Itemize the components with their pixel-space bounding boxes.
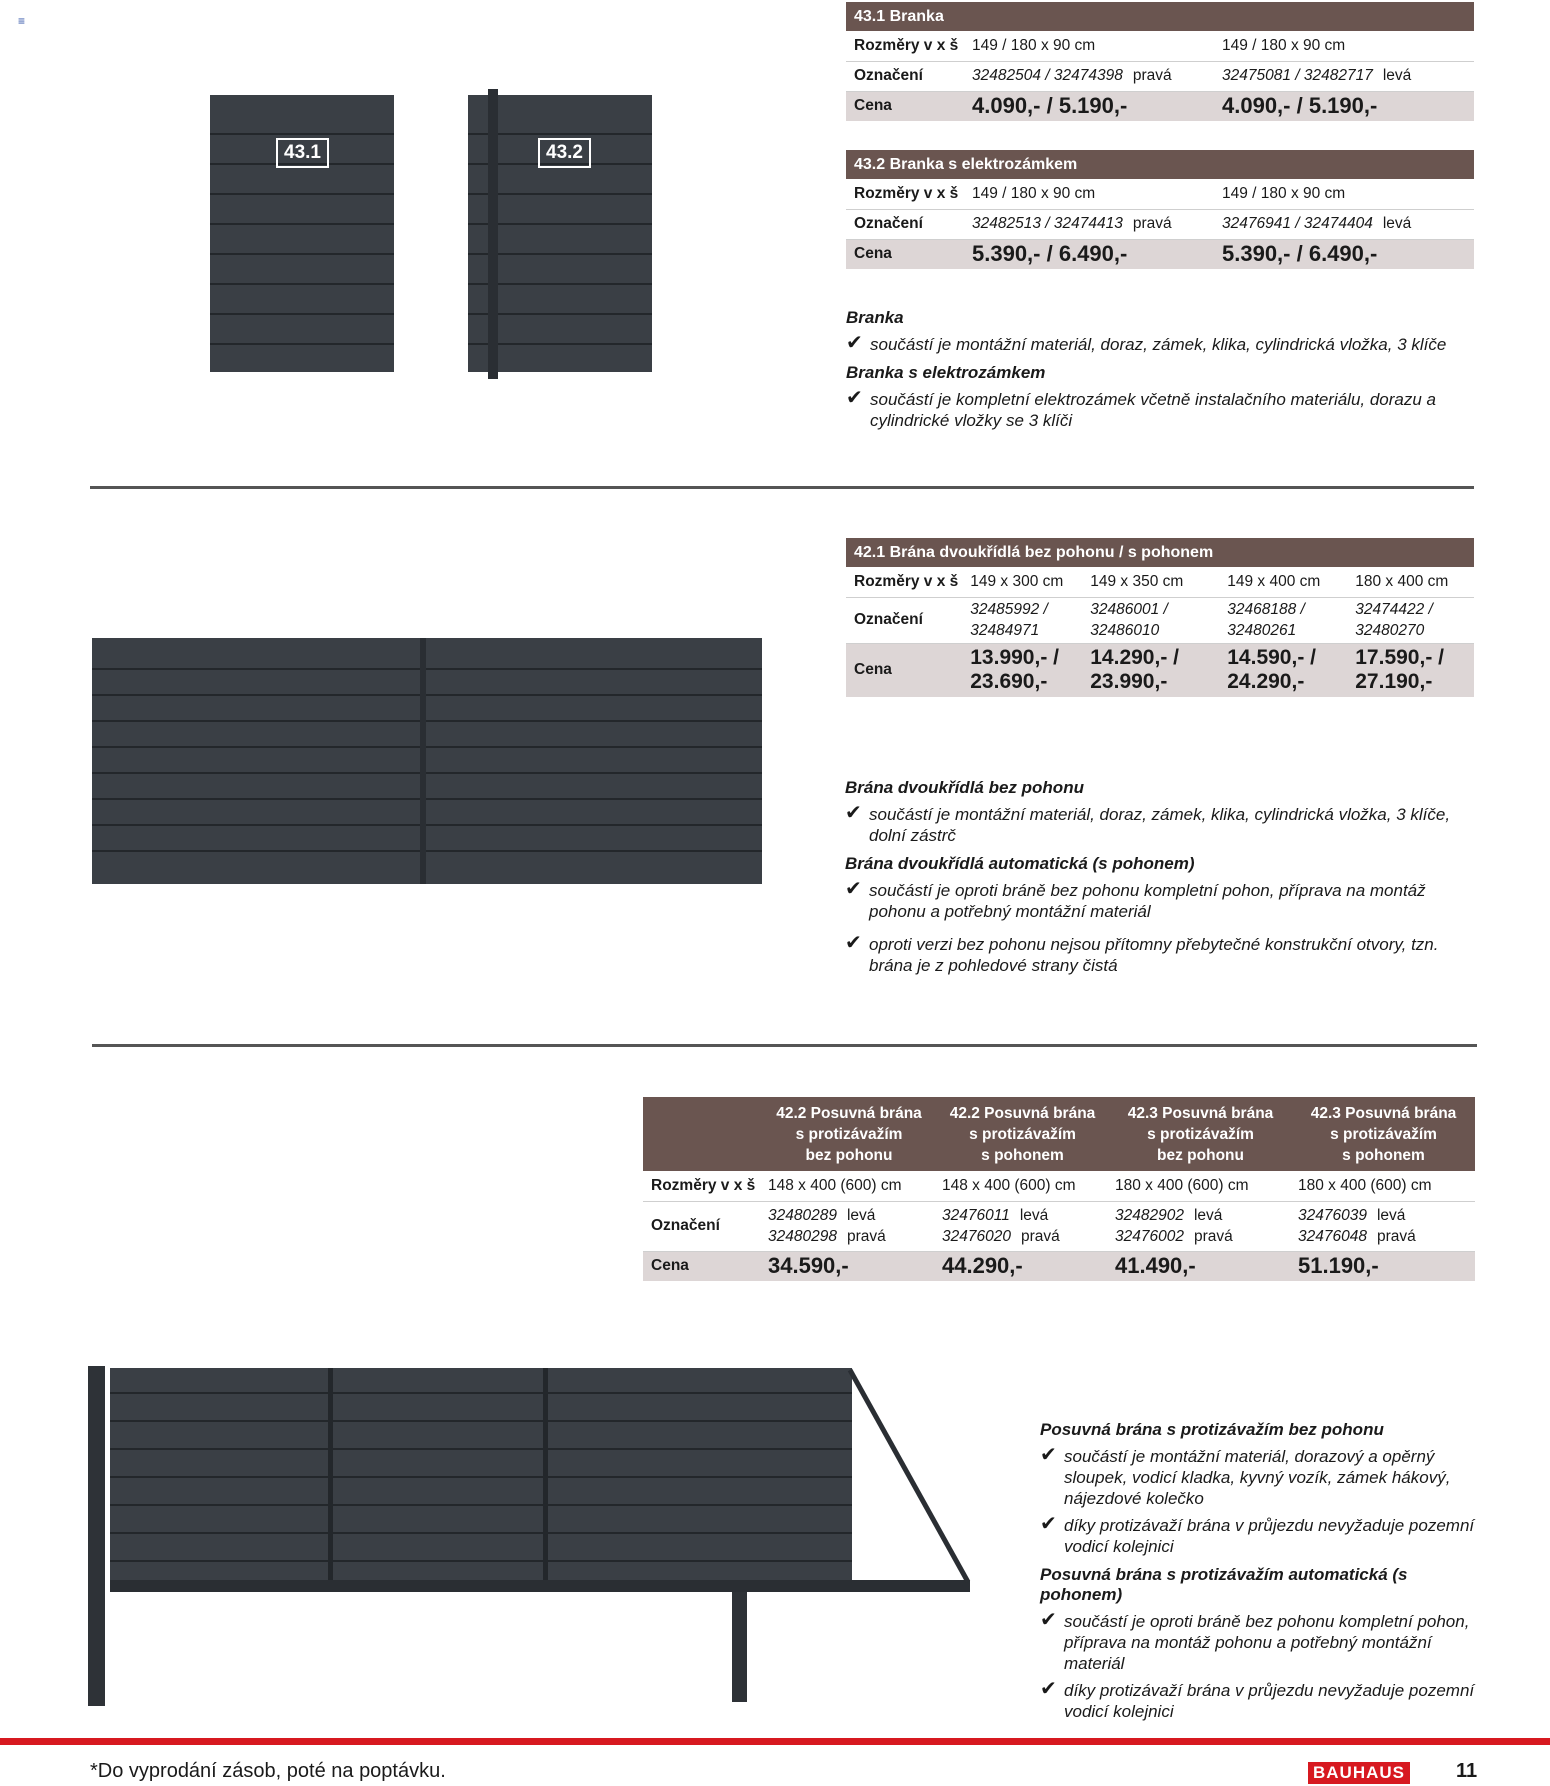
column-head: s protizávažím [969, 1125, 1076, 1143]
price-value: 44.290,- [936, 1251, 1109, 1281]
dim-label: Rozměry v x š [846, 31, 966, 61]
price-value: 13.990,- / [970, 646, 1059, 670]
branka-description [846, 300, 1466, 437]
check-icon: ✔ [1040, 1678, 1057, 1700]
price-value: 5.390,- / 6.490,- [1216, 239, 1474, 269]
column-head: 42.2 Posuvná brána [949, 1104, 1096, 1122]
price-value: 51.190,- [1292, 1251, 1475, 1281]
price-label: Cena [846, 643, 964, 697]
code-label: Označení [846, 209, 966, 239]
price-value: 27.190,- [1355, 670, 1433, 694]
side-value: levá [1376, 1207, 1406, 1224]
bauhaus-logo: BAUHAUS [1308, 1762, 1410, 1784]
dim-value: 148 x 400 (600) cm [762, 1171, 936, 1201]
price-value: 14.590,- / [1227, 646, 1316, 670]
column-head: s pohonem [981, 1146, 1064, 1164]
check-icon: ✔ [1040, 1513, 1057, 1535]
page-number: 11 [1456, 1760, 1478, 1782]
branka-elektro-heading: Branka s elektrozámkem [846, 363, 1046, 382]
table-43-1 [846, 2, 1474, 121]
posuvna-item: součástí je montážní materiál, dorazový a opěrný sloupek, vodicí kladka, kyvný vozík, zámek hákový, nájezdové kolečko [1064, 1447, 1451, 1508]
code-label: Označení [643, 1201, 762, 1251]
price-label: Cena [846, 91, 966, 121]
table-43-2-title: 43.2 Branka s elektrozámkem [846, 150, 1474, 179]
side-value: pravá [1193, 1228, 1233, 1245]
column-head: s pohonem [1342, 1146, 1425, 1164]
side-value: levá [1382, 215, 1412, 232]
price-value: 4.090,- / 5.190,- [1216, 91, 1474, 121]
column-head: 42.3 Posuvná brána [1310, 1104, 1457, 1122]
side-value: pravá [1020, 1228, 1060, 1245]
price-value: 41.490,- [1109, 1251, 1292, 1281]
posuvna-heading: Posuvná brána s protizávažím bez pohonu [1040, 1420, 1384, 1439]
code-value: 32485992 / [970, 601, 1048, 618]
code-value: 32476941 / 32474404 [1222, 215, 1373, 232]
code-value: 32476020 [942, 1228, 1011, 1245]
table-43-1-title: 43.1 Branka [846, 2, 1474, 31]
gate-43-2-image [468, 95, 652, 372]
table-42-1 [846, 538, 1474, 697]
code-value: 32486001 / [1090, 601, 1168, 618]
dim-value: 148 x 400 (600) cm [936, 1171, 1109, 1201]
side-value: levá [846, 1207, 876, 1224]
brana-auto-item: součástí je oproti bráně bez pohonu kompletní pohon, příprava na montáž pohonu a potřebný montážní materiál [869, 881, 1426, 921]
price-value: 17.590,- / [1355, 646, 1444, 670]
badge-43-1: 43.1 [276, 138, 329, 168]
code-value: 32480270 [1355, 622, 1425, 639]
check-icon: ✔ [845, 878, 862, 900]
price-value: 23.690,- [970, 670, 1048, 694]
dim-label: Rozměry v x š [643, 1171, 762, 1201]
code-value: 32484971 [970, 622, 1040, 639]
price-value: 34.590,- [762, 1251, 936, 1281]
sliding-gate-image [88, 1362, 973, 1712]
code-value: 32474422 / [1355, 601, 1433, 618]
gate-43-1-image [210, 95, 394, 372]
table-42-2-3 [643, 1097, 1475, 1281]
side-value: pravá [846, 1228, 886, 1245]
dim-value: 149 / 180 x 90 cm [966, 31, 1216, 61]
brana-auto-item: oproti verzi bez pohonu nejsou přítomny přebytečné konstrukční otvory, tzn. brána je z pohledové strany čistá [869, 935, 1439, 975]
side-value: pravá [1376, 1228, 1416, 1245]
posuvna-auto-item: součástí je oproti bráně bez pohonu kompletní pohon, příprava na montáž pohonu a potřebný montážní materiál [1064, 1612, 1470, 1673]
code-value: 32482513 / 32474413 [972, 215, 1123, 232]
code-value: 32480289 [768, 1207, 837, 1224]
side-value: pravá [1132, 215, 1172, 232]
price-label: Cena [643, 1251, 762, 1281]
column-head: bez pohonu [1157, 1146, 1244, 1164]
footer-bar [0, 1738, 1550, 1745]
column-head: s protizávažím [1330, 1125, 1437, 1143]
code-value: 32480261 [1227, 622, 1297, 639]
code-value: 32468188 / [1227, 601, 1305, 618]
price-value: 5.390,- / 6.490,- [966, 239, 1216, 269]
side-value: levá [1382, 67, 1412, 84]
code-label: Označení [846, 61, 966, 91]
dim-value: 180 x 400 (600) cm [1109, 1171, 1292, 1201]
table-42-1-title: 42.1 Brána dvoukřídlá bez pohonu / s pohonem [846, 538, 1474, 567]
table-43-2 [846, 150, 1474, 269]
code-value: 32482902 [1115, 1207, 1184, 1224]
corner-mark: ≡ [18, 14, 26, 28]
double-gate-image [92, 638, 762, 884]
code-value: 32476048 [1298, 1228, 1367, 1245]
price-value: 14.290,- / [1090, 646, 1179, 670]
dim-value: 149 / 180 x 90 cm [966, 179, 1216, 209]
brana-item: součástí je montážní materiál, doraz, zámek, klika, cylindrická vložka, 3 klíče, dolní zástrč [869, 805, 1451, 845]
dim-label: Rozměry v x š [846, 567, 964, 597]
code-value: 32486010 [1090, 622, 1160, 639]
badge-43-2: 43.2 [538, 138, 591, 168]
posuvna-description [1040, 1412, 1480, 1728]
side-value: levá [1019, 1207, 1049, 1224]
column-head: 42.3 Posuvná brána [1127, 1104, 1274, 1122]
price-value: 23.990,- [1090, 670, 1168, 694]
divider [90, 486, 1474, 489]
code-value: 32480298 [768, 1228, 837, 1245]
code-value: 32482504 / 32474398 [972, 67, 1123, 84]
check-icon: ✔ [1040, 1609, 1057, 1631]
check-icon: ✔ [845, 932, 862, 954]
dim-value: 149 / 180 x 90 cm [1216, 179, 1474, 209]
divider [92, 1044, 1477, 1047]
price-value: 4.090,- / 5.190,- [966, 91, 1216, 121]
dim-value: 180 x 400 (600) cm [1292, 1171, 1475, 1201]
code-label: Označení [846, 597, 964, 643]
column-head: s protizávažím [1147, 1125, 1254, 1143]
brana-heading: Brána dvoukřídlá bez pohonu [845, 778, 1084, 797]
branka-elektro-item: součástí je kompletní elektrozámek včetně instalačního materiálu, dorazu a cylindrické vložky se 3 klíči [870, 390, 1437, 430]
dim-label: Rozměry v x š [846, 179, 966, 209]
price-label: Cena [846, 239, 966, 269]
branka-item: součástí je montážní materiál, doraz, zámek, klika, cylindrická vložka, 3 klíče [870, 335, 1447, 354]
footer-note: *Do vyprodání zásob, poté na poptávku. [90, 1760, 446, 1782]
check-icon: ✔ [846, 387, 863, 409]
branka-heading: Branka [846, 308, 904, 327]
dim-value: 149 x 300 cm [964, 567, 1084, 597]
code-value: 32476011 [942, 1207, 1010, 1224]
code-value: 32476002 [1115, 1228, 1184, 1245]
check-icon: ✔ [846, 332, 863, 354]
dim-value: 149 x 400 cm [1221, 567, 1349, 597]
code-value: 32475081 / 32482717 [1222, 67, 1373, 84]
posuvna-item: díky protizávaží brána v průjezdu nevyžaduje pozemní vodicí kolejnici [1064, 1516, 1475, 1556]
posuvna-auto-item: díky protizávaží brána v průjezdu nevyžaduje pozemní vodicí kolejnici [1064, 1681, 1475, 1721]
column-head: bez pohonu [805, 1146, 893, 1164]
price-value: 24.290,- [1227, 670, 1305, 694]
column-head: s protizávažím [795, 1125, 903, 1143]
code-value: 32476039 [1298, 1207, 1367, 1224]
side-value: pravá [1132, 67, 1172, 84]
posuvna-auto-heading: Posuvná brána s protizávažím automatická (s pohonem) [1040, 1565, 1408, 1604]
dim-value: 180 x 400 cm [1349, 567, 1474, 597]
brana-description [845, 770, 1470, 982]
side-value: levá [1193, 1207, 1223, 1224]
brana-auto-heading: Brána dvoukřídlá automatická (s pohonem) [845, 854, 1195, 873]
dim-value: 149 / 180 x 90 cm [1216, 31, 1474, 61]
column-head: 42.2 Posuvná brána [776, 1104, 922, 1122]
check-icon: ✔ [845, 802, 862, 824]
dim-value: 149 x 350 cm [1084, 567, 1221, 597]
check-icon: ✔ [1040, 1444, 1057, 1466]
